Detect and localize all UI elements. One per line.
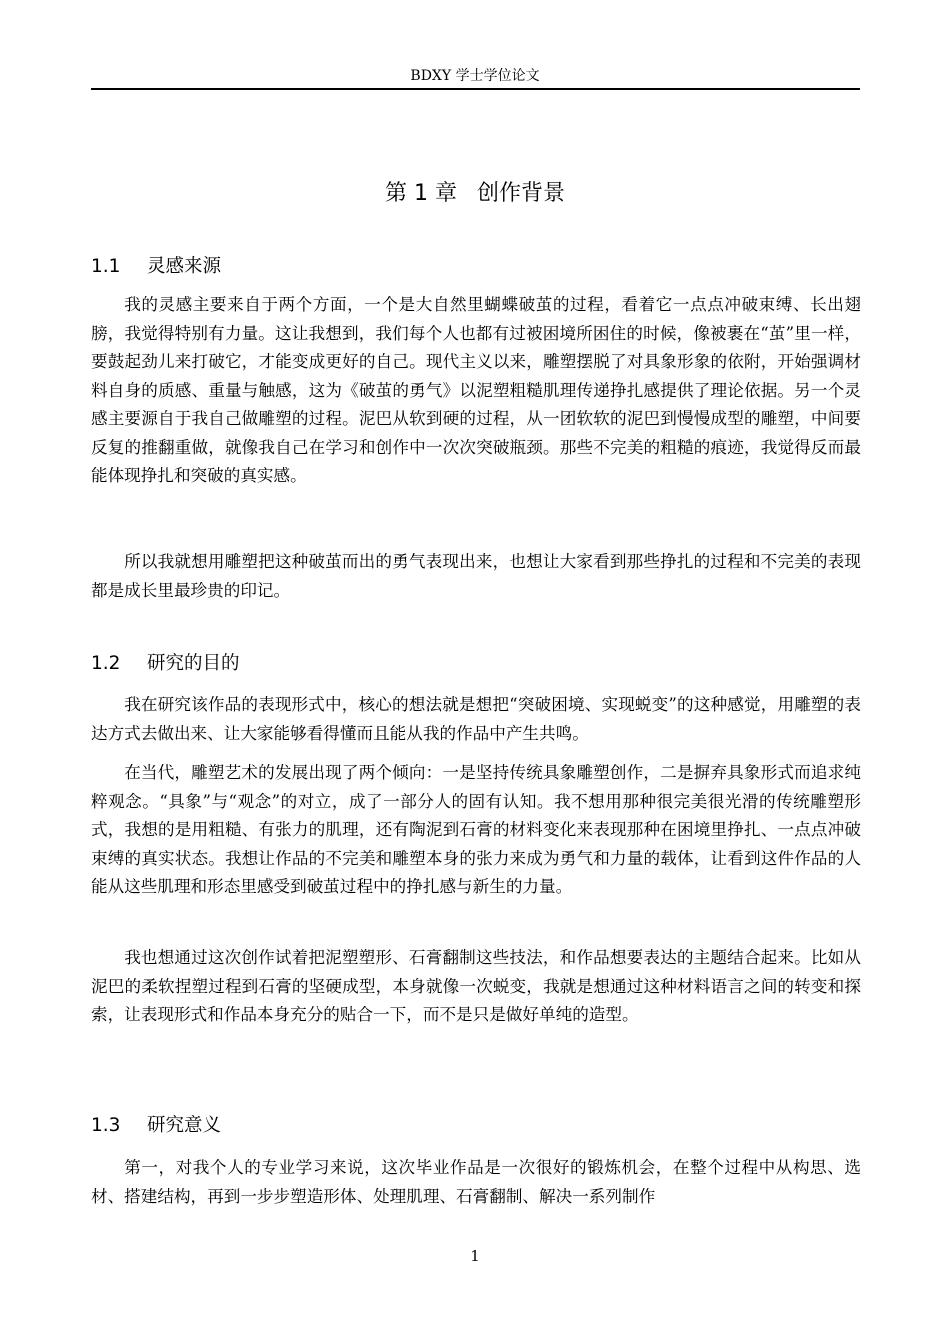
running-header: BDXY 学士学位论文 (410, 68, 540, 84)
section-number: 1.2 (91, 653, 121, 674)
section-heading-1-3 (91, 1112, 221, 1140)
section-heading-1-1 (91, 253, 221, 281)
section-title: 研究意义 (147, 1115, 222, 1136)
chapter-title-text: 创作背景 (476, 181, 565, 206)
section-title: 灵感来源 (147, 256, 222, 277)
paragraph: 所以我就想用雕塑把这种破茧而出的勇气表现出来，也想让大家看到那些挣扎的过程和不完美的表现都是成长里最珍贵的印记。 (91, 552, 861, 600)
section-title: 研究的目的 (147, 653, 240, 674)
paragraph: 我的灵感主要来自于两个方面，一个是大自然里蝴蝶破茧的过程，看着它一点点冲破束缚、长出翅膀，我觉得特别有力量。这让我想到，我们每个人也都有过被困境所困住的时候，像被裹在“茧”里一样，要鼓起劲儿来打破它，才能变成更好的自己。现代主义以来，雕塑摆脱了对具象形象的依附，开始强调材料自身的质感、重量与触感，这为《破茧的勇气》以泥塑粗糙肌理传递挣扎感提供了理论依据。另一个灵感主要源自于我自己做雕塑的过程。泥巴从软到硬的过程，从一团软软的泥巴到慢慢成型的雕塑，中间要反复的推翻重做，就像我自己在学习和创作中一次次突破瓶颈。那些不完美的粗糙的痕迹，我觉得反而最能体现挣扎和突破的真实感。 (91, 295, 861, 485)
section-number: 1.3 (91, 1115, 121, 1136)
section-heading-1-2 (91, 650, 240, 678)
section-number: 1.1 (91, 256, 121, 277)
paragraph: 我在研究该作品的表现形式中，核心的想法就是想把“突破困境、实现蜕变”的这种感觉，用雕塑的表达方式去做出来、让大家能够看得懂而且能从我的作品中产生共鸣。 (91, 695, 861, 743)
header-rule (91, 88, 860, 90)
chapter-title (0, 178, 950, 210)
page-number: 1 (470, 1247, 480, 1265)
paragraph: 在当代，雕塑艺术的发展出现了两个倾向：一是坚持传统具象雕塑创作，二是摒弃具象形式而追求纯粹观念。“具象”与“观念”的对立，成了一部分人的固有认知。我不想用那种很完美很光滑的传统雕塑形式，我想的是用粗糙、有张力的肌理，还有陶泥到石膏的材料变化来表现那种在困境里挣扎、一点点冲破束缚的真实状态。我想让作品的不完美和雕塑本身的张力来成为勇气和力量的载体，让看到这件作品的人能从这些肌理和形态里感受到破茧过程中的挣扎感与新生的力量。 (91, 763, 861, 896)
paragraph: 我也想通过这次创作试着把泥塑塑形、石膏翻制这些技法，和作品想要表达的主题结合起来。比如从泥巴的柔软捏塑过程到石膏的坚硬成型，本身就像一次蜕变，我就是想通过这种材料语言之间的转变和探索，让表现形式和作品本身充分的贴合一下，而不是只是做好单纯的造型。 (91, 948, 861, 1024)
chapter-number: 第 1 章 (385, 181, 457, 206)
paragraph: 第一，对我个人的专业学习来说，这次毕业作品是一次很好的锻炼机会，在整个过程中从构思、选材、搭建结构，再到一步步塑造形体、处理肌理、石膏翻制、解决一系列制作 (91, 1158, 861, 1206)
